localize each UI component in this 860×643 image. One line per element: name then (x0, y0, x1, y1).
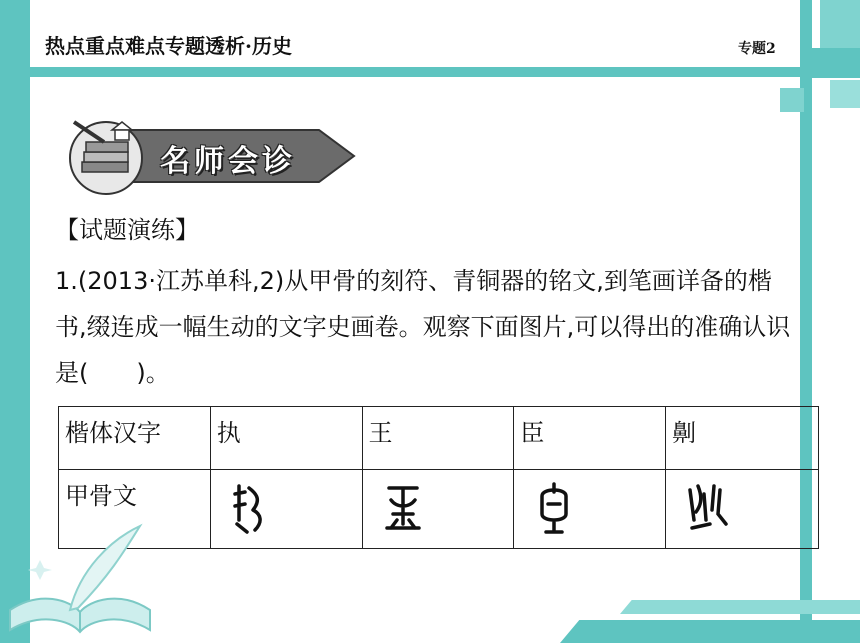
table-cell: 臣 (514, 407, 666, 470)
table-cell (362, 470, 514, 549)
corner-square (830, 80, 860, 108)
page-title: 热点重点难点专题透析·历史 (45, 34, 292, 58)
table-cell (666, 470, 819, 549)
bottom-stripe (560, 620, 860, 643)
corner-square (780, 88, 804, 112)
corner-square (820, 0, 860, 48)
table-cell: 执 (210, 407, 362, 470)
oracle-wang-icon (383, 480, 423, 538)
oracle-zhi-icon (231, 480, 271, 538)
section-heading: 【试题演练】 (55, 216, 199, 244)
corner-square (812, 48, 860, 78)
topic-label: 专题2 (738, 41, 776, 57)
character-table (58, 406, 819, 549)
table-cell (210, 470, 362, 549)
table-row (59, 407, 819, 470)
table-row (59, 470, 819, 549)
table-cell: 甲骨文 (59, 470, 211, 549)
question-text: 1.(2013·江苏单科,2)从甲骨的刻符、青铜器的铭文,到笔画详备的楷书,缀连成一幅生动的文字史画卷。观察下面图片,可以得出的准确认识是( )。 (55, 267, 791, 387)
table-cell: 楷体汉字 (59, 407, 211, 470)
oracle-yi-icon (686, 480, 730, 538)
header-underline-bar (30, 67, 860, 77)
open-book-icon (0, 520, 160, 643)
oracle-chen-icon (534, 480, 574, 538)
table-cell: 王 (362, 407, 514, 470)
table-cell: 劓 (666, 407, 819, 470)
table-cell (514, 470, 666, 549)
bottom-stripe (620, 600, 860, 614)
banner-label: 名师会诊 (160, 144, 296, 179)
